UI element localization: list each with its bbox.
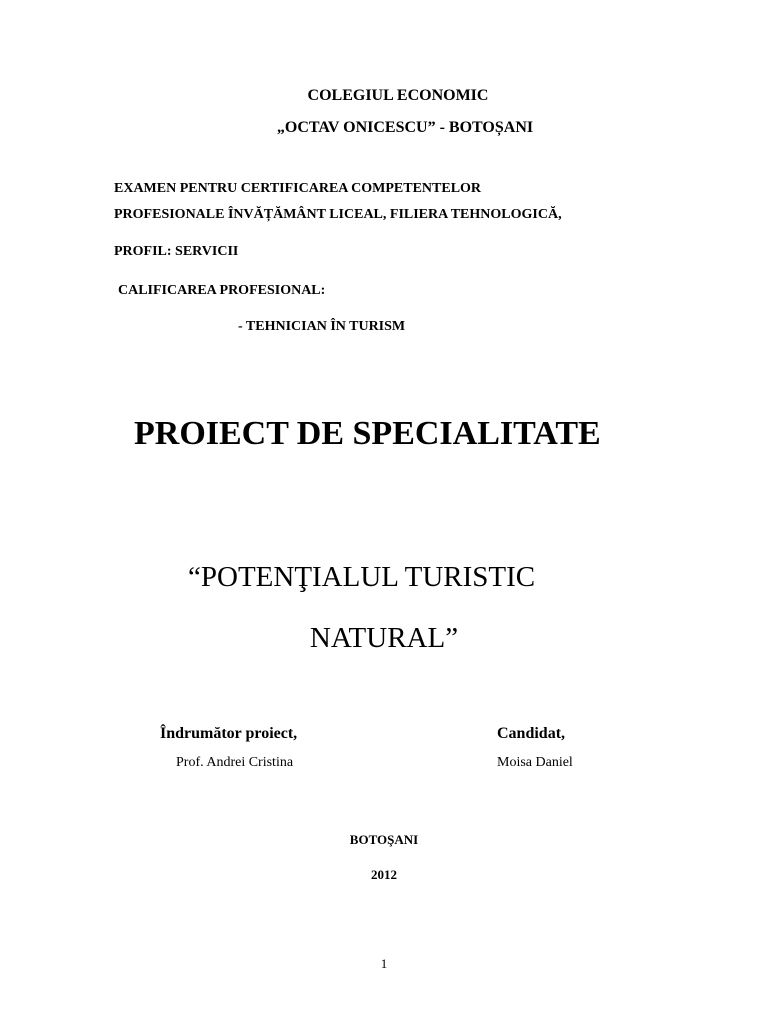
project-heading: PROIECT DE SPECIALITATE [134,415,601,452]
coordinator-label: Îndrumător proiect, [160,725,298,742]
exam-line-2: PROFESIONALE ÎNVĂȚĂMÂNT LICEAL, FILIERA TEHNOLOGICĂ, [114,207,562,222]
qualification-label: CALIFICAREA PROFESIONAL: [118,283,326,298]
candidate-label: Candidat, [497,725,566,742]
profile-line: PROFIL: SERVICII [114,244,239,259]
coordinator-name: Prof. Andrei Cristina [176,755,294,770]
school-name: COLEGIUL ECONOMIC [307,87,489,104]
city: BOTOŞANI [349,832,419,847]
candidate-name: Moisa Daniel [497,755,573,770]
qualification-value: - TEHNICIAN ÎN TURISM [238,319,406,334]
project-title-line-1: “POTENŢIALUL TURISTIC [188,561,536,593]
year: 2012 [371,867,397,882]
school-subtitle: „OCTAV ONICESCU” - BOTOȘANI [276,119,534,136]
exam-line-1: EXAMEN PENTRU CERTIFICAREA COMPETENTELOR [114,181,482,196]
page-number: 1 [380,956,388,971]
project-title-line-2: NATURAL” [309,622,459,654]
